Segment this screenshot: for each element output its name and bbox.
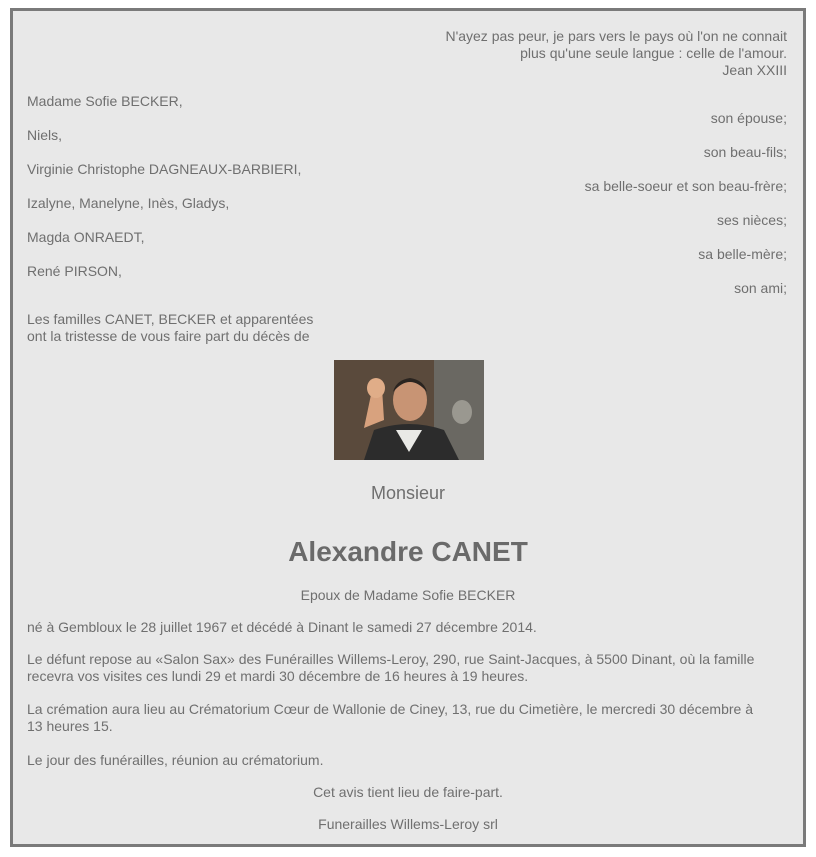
portrait-photo (334, 360, 484, 460)
deceased-name: Alexandre CANET (288, 536, 528, 567)
portrait-photo-illustration (334, 360, 484, 460)
family-name-6: René PIRSON, (27, 263, 122, 279)
family-relation-6: son ami; (734, 280, 787, 296)
family-name-5: Magda ONRAEDT, (27, 229, 145, 245)
families-line-2: ont la tristesse de vous faire part du décès de (27, 328, 310, 344)
family-relation-3: sa belle-soeur et son beau-frère; (584, 178, 787, 194)
visit-line-2: recevra vos visites ces lundi 29 et mardi 30 décembre de 16 heures à 19 heures. (27, 668, 529, 684)
families-line-1: Les familles CANET, BECKER et apparentées (27, 311, 314, 327)
spouse-line: Epoux de Madame Sofie BECKER (300, 587, 516, 603)
quote-block (445, 28, 787, 79)
civility-title: Monsieur (370, 483, 446, 503)
funeral-home-line: Funerailles Willems-Leroy srl (318, 816, 498, 832)
family-name-4: Izalyne, Manelyne, Inès, Gladys, (27, 195, 230, 211)
cremation-line-1: La crémation aura lieu au Crématorium Cœur de Wallonie de Ciney, 13, rue du Cimetière, le mercredi 30 décembre à (27, 701, 753, 717)
family-name-1: Madame Sofie BECKER, (27, 93, 183, 109)
quote-author: Jean XXIII (722, 62, 787, 78)
meeting-line: Le jour des funérailles, réunion au crématorium. (27, 752, 324, 768)
birth-death-line: né à Gembloux le 28 juillet 1967 et décédé à Dinant le samedi 27 décembre 2014. (27, 619, 537, 635)
visit-line-1: Le défunt repose au «Salon Sax» des Funérailles Willems-Leroy, 290, rue Saint-Jacques, à 5500 Dinant, où la famille (27, 651, 755, 667)
family-name-2: Niels, (27, 127, 63, 143)
quote-line-1: N'ayez pas peur, je pars vers le pays où l'on ne connait (445, 28, 787, 44)
family-relation-2: son beau-fils; (703, 144, 787, 160)
notice-line: Cet avis tient lieu de faire-part. (313, 784, 503, 800)
family-relation-5: sa belle-mère; (698, 246, 787, 262)
obituary-card (10, 8, 806, 847)
family-name-3: Virginie Christophe DAGNEAUX-BARBIERI, (27, 161, 302, 177)
visit-paragraph (27, 651, 792, 685)
quote-line-2: plus qu'une seule langue : celle de l'amour. (520, 45, 787, 61)
cremation-paragraph (27, 701, 792, 735)
family-relation-1: son épouse; (710, 110, 787, 126)
cremation-line-2: 13 heures 15. (27, 718, 113, 734)
family-relation-4: ses nièces; (716, 212, 787, 228)
